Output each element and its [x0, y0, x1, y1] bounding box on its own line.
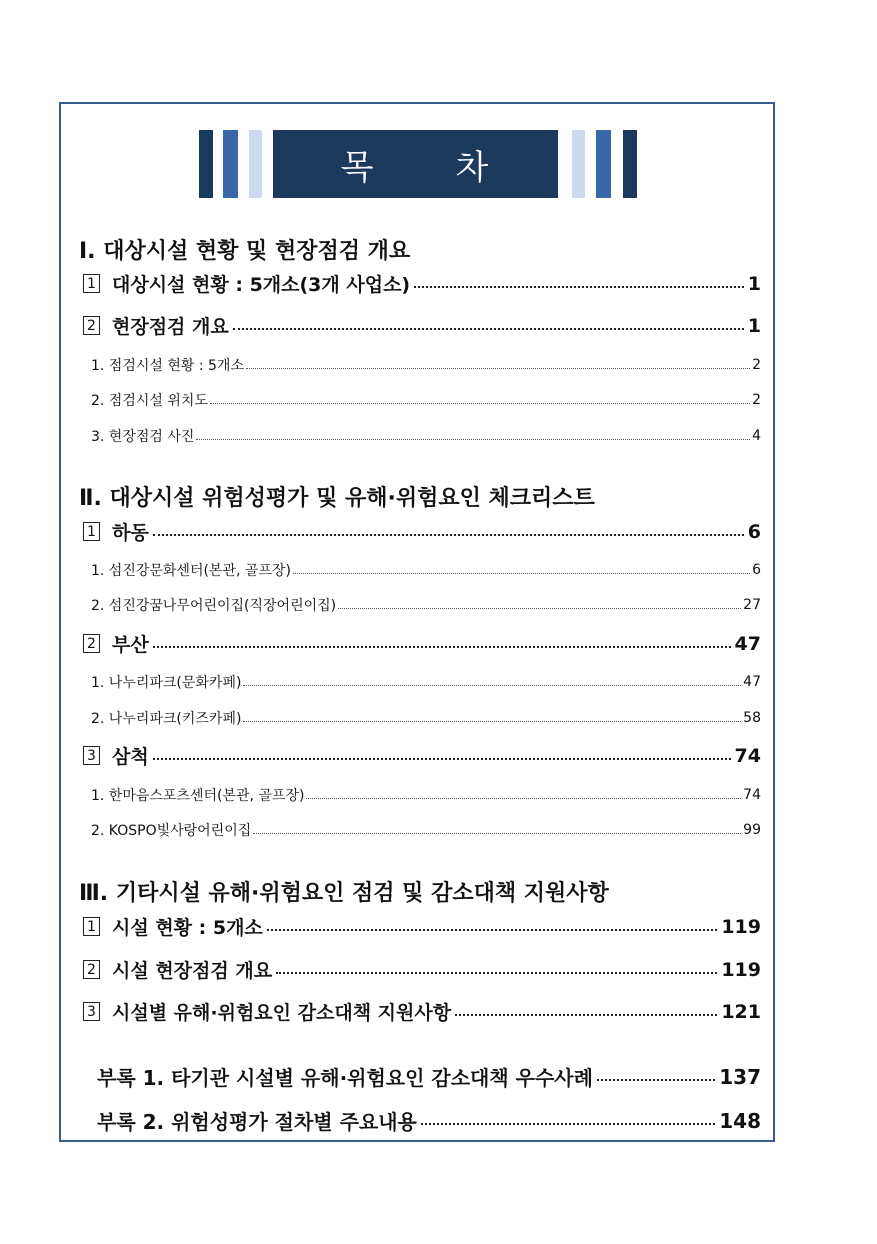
toc-subentry[interactable]: [91, 595, 761, 615]
entry-label: 부산: [112, 634, 149, 656]
entry-label: 대상시설 현황 : 5개소(3개 사업소): [112, 274, 411, 296]
toc-frame: [59, 102, 775, 1142]
dot-leader: [338, 608, 741, 609]
subentry-page: 6: [752, 562, 761, 578]
toc-entry[interactable]: [83, 518, 761, 545]
subentry-page: 27: [743, 597, 761, 613]
section-title: Ⅲ. 기타시설 유해·위험요인 점검 및 감소대책 지원사항: [79, 881, 609, 906]
toc-subentry[interactable]: [91, 708, 761, 728]
toc-entry[interactable]: [83, 312, 761, 339]
toc-subentry[interactable]: [91, 355, 761, 375]
item-number-box: 1: [83, 274, 100, 293]
entry-label: 하동: [112, 522, 149, 544]
dot-leader: [210, 403, 750, 404]
entry-label: 시설 현황 : 5개소: [112, 917, 263, 939]
entry-page: 74: [734, 744, 761, 767]
toc-entry[interactable]: [83, 630, 761, 657]
appendix-entry[interactable]: [97, 1106, 761, 1135]
dot-leader: [246, 368, 750, 369]
appendix-entry[interactable]: [97, 1062, 761, 1091]
entry-page: 47: [734, 632, 761, 655]
subentry-page: 47: [743, 674, 761, 690]
section-title: Ⅰ. 대상시설 현황 및 현장점검 개요: [79, 239, 411, 264]
item-number-box: 3: [83, 1002, 100, 1021]
banner-stripe: [572, 130, 585, 198]
entry-page: 1: [747, 314, 761, 337]
subentry-label: 1. 점검시설 현황 : 5개소: [91, 358, 244, 374]
subentry-label: 3. 현장점검 사진: [91, 429, 195, 445]
banner-stripe: [223, 130, 238, 198]
subentry-page: 99: [743, 822, 761, 838]
item-number-box: 1: [83, 522, 100, 541]
entry-label: 현장점검 개요: [112, 316, 229, 338]
toc-subentry[interactable]: [91, 390, 761, 410]
dot-leader: [306, 798, 741, 799]
subentry-label: 2. 점검시설 위치도: [91, 393, 208, 409]
dot-leader: [267, 929, 718, 931]
item-number-box: 2: [83, 634, 100, 653]
title-char-left: 목: [340, 147, 376, 188]
dot-leader: [597, 1079, 715, 1081]
dot-leader: [414, 286, 744, 288]
page-title: [273, 130, 558, 198]
toc-subentry[interactable]: [91, 560, 761, 580]
banner-stripe: [249, 130, 262, 198]
entry-label: 삼척: [112, 746, 149, 768]
entry-page: 119: [721, 915, 761, 938]
appendix-label: 부록 2. 위험성평가 절차별 주요내용: [97, 1110, 417, 1134]
dot-leader: [153, 534, 744, 536]
dot-leader: [421, 1123, 715, 1125]
toc-entry[interactable]: [83, 956, 761, 983]
item-number-box: 2: [83, 960, 100, 979]
subentry-page: 4: [752, 428, 761, 444]
dot-leader: [253, 833, 741, 834]
entry-label: 시설 현장점검 개요: [112, 960, 273, 982]
toc-entry[interactable]: [83, 913, 761, 940]
dot-leader: [276, 972, 717, 974]
toc-entry[interactable]: [83, 742, 761, 769]
subentry-page: 2: [752, 357, 761, 373]
dot-leader: [196, 439, 750, 440]
entry-page: 6: [747, 520, 761, 543]
toc-subentry[interactable]: [91, 426, 761, 446]
dot-leader: [243, 721, 741, 722]
dot-leader: [455, 1014, 717, 1016]
banner-stripe: [623, 130, 637, 198]
subentry-label: 1. 한마음스포츠센터(본관, 골프장): [91, 788, 305, 804]
appendix-label: 부록 1. 타기관 시설별 유해·위험요인 감소대책 우수사례: [97, 1066, 593, 1090]
banner-stripe: [596, 130, 611, 198]
title-char-right: 차: [455, 147, 491, 188]
dot-leader: [243, 685, 741, 686]
toc-subentry[interactable]: [91, 820, 761, 840]
banner-stripe: [199, 130, 213, 198]
item-number-box: 3: [83, 746, 100, 765]
subentry-label: 2. 섬진강꿈나무어린이집(직장어린이집): [91, 598, 337, 614]
subentry-label: 1. 나누리파크(문화카페): [91, 675, 242, 691]
entry-page: 1: [747, 272, 761, 295]
toc-subentry[interactable]: [91, 672, 761, 692]
subentry-label: 1. 섬진강문화센터(본관, 골프장): [91, 563, 291, 579]
subentry-label: 2. 나누리파크(키즈카페): [91, 711, 242, 727]
dot-leader: [293, 573, 750, 574]
toc-subentry[interactable]: [91, 785, 761, 805]
toc-entry[interactable]: [83, 270, 761, 297]
dot-leader: [153, 758, 731, 760]
subentry-page: 74: [743, 787, 761, 803]
appendix-page: 137: [719, 1064, 761, 1089]
entry-label: 시설별 유해·위험요인 감소대책 지원사항: [112, 1002, 452, 1024]
section-title: Ⅱ. 대상시설 위험성평가 및 유해·위험요인 체크리스트: [79, 486, 595, 511]
dot-leader: [233, 328, 744, 330]
entry-page: 119: [721, 958, 761, 981]
dot-leader: [153, 646, 731, 648]
subentry-page: 58: [743, 710, 761, 726]
subentry-page: 2: [752, 392, 761, 408]
entry-page: 121: [721, 1000, 761, 1023]
toc-entry[interactable]: [83, 998, 761, 1025]
appendix-page: 148: [719, 1108, 761, 1133]
item-number-box: 1: [83, 917, 100, 936]
subentry-label: 2. KOSPO빛사랑어린이집: [91, 823, 252, 839]
item-number-box: 2: [83, 316, 100, 335]
